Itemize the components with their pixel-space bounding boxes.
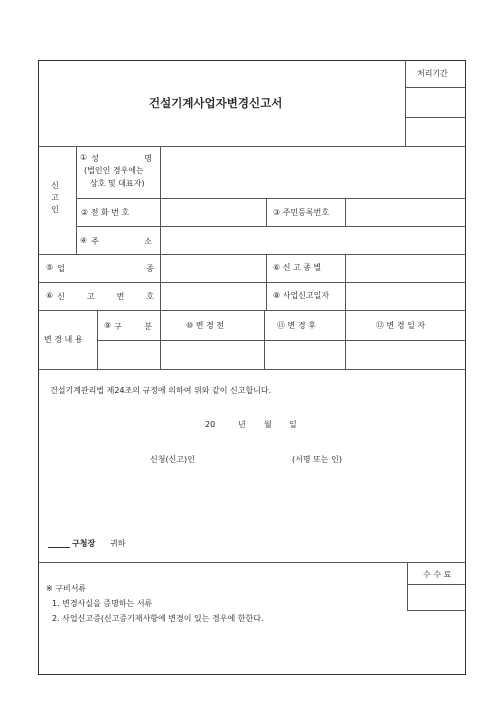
line-change-bottom	[38, 369, 466, 370]
applicant-label: 신청(신고)인	[150, 455, 195, 464]
document-item-1: 1. 변경사실을 증명하는 서류	[52, 599, 153, 608]
line-change-side	[97, 310, 98, 369]
line-fee-bottom	[407, 610, 466, 611]
processing-period-label: 처리기간	[417, 69, 448, 78]
date-day-label: 일	[289, 420, 297, 429]
line-row-phone-bottom	[76, 226, 466, 227]
signature-label: (서명 또는 인)	[292, 455, 342, 464]
line-change-header-bottom	[97, 340, 466, 341]
name-label: ① 성 명	[80, 153, 152, 163]
reporter-side-label: 신 고 인	[51, 181, 59, 214]
line-row-address-bottom	[38, 254, 466, 255]
line-fee-left	[407, 562, 408, 610]
line-label-col	[160, 146, 161, 310]
fee-label: 수 수 료	[423, 570, 452, 579]
date-year-prefix: 20	[205, 420, 216, 429]
recipient-blank-line	[48, 547, 70, 548]
line-change-col4	[345, 310, 346, 369]
change-side-label: 변 경 내 용	[44, 335, 83, 344]
line-right-label-lower	[345, 254, 346, 310]
line-processing-left	[405, 60, 406, 146]
recipient-label: 구청장	[72, 539, 96, 548]
change-after-header: ⑪ 변 경 후	[277, 321, 316, 330]
document-item-2: 2. 사업신고증(신고증기재사항에 변경이 있는 경우에 한한다.	[52, 614, 264, 623]
recipient-suffix: 귀하	[110, 539, 126, 548]
documents-title: ※ 구비서류	[46, 584, 87, 593]
line-header-bottom	[38, 146, 466, 147]
line-row-regno-bottom	[38, 310, 466, 311]
line-processing-h2	[405, 117, 466, 118]
phone-label: ② 전 화 번 호	[81, 208, 130, 217]
line-row-name-bottom	[76, 198, 466, 199]
line-processing-h1	[405, 87, 466, 88]
line-change-col2	[160, 310, 161, 369]
report-number-label: ⑥ 신 고 번 호	[46, 291, 155, 301]
line-mid-col-lower	[266, 254, 267, 310]
change-before-header: ⑩ 변 경 전	[186, 321, 224, 330]
date-month-label: 월	[264, 420, 272, 429]
declaration-text: 건설기계관리법 제24조의 규정에 의하여 위와 같이 신고합니다.	[50, 386, 272, 395]
name-sub-label-1: (법인인 경우에는	[84, 166, 144, 175]
line-decl-bottom	[38, 562, 466, 563]
line-row-biz-bottom	[38, 282, 466, 283]
line-fee-inner	[407, 584, 466, 585]
business-type-label: ⑤ 업 종	[46, 263, 154, 273]
name-sub-label-2: 상호 및 대표자)	[90, 179, 145, 188]
change-date-header: ⑫ 변 경 일 자	[376, 321, 426, 330]
form-title: 건설기계사업자변경신고서	[149, 96, 283, 110]
report-date-label: ⑧ 사업신고일자	[273, 291, 330, 300]
line-reporter-side	[76, 146, 77, 254]
change-category-header: ⑨ 구 분	[104, 321, 152, 331]
address-label: ④ 주 소	[80, 236, 152, 246]
report-type-label: ⑥ 신 고 종 별	[273, 263, 322, 272]
line-right-label-upper	[345, 198, 346, 226]
date-year-label: 년	[238, 420, 246, 429]
line-mid-col-upper	[266, 198, 267, 226]
line-change-col3	[264, 310, 265, 369]
resident-number-label: ③ 주민등록번호	[273, 208, 330, 217]
